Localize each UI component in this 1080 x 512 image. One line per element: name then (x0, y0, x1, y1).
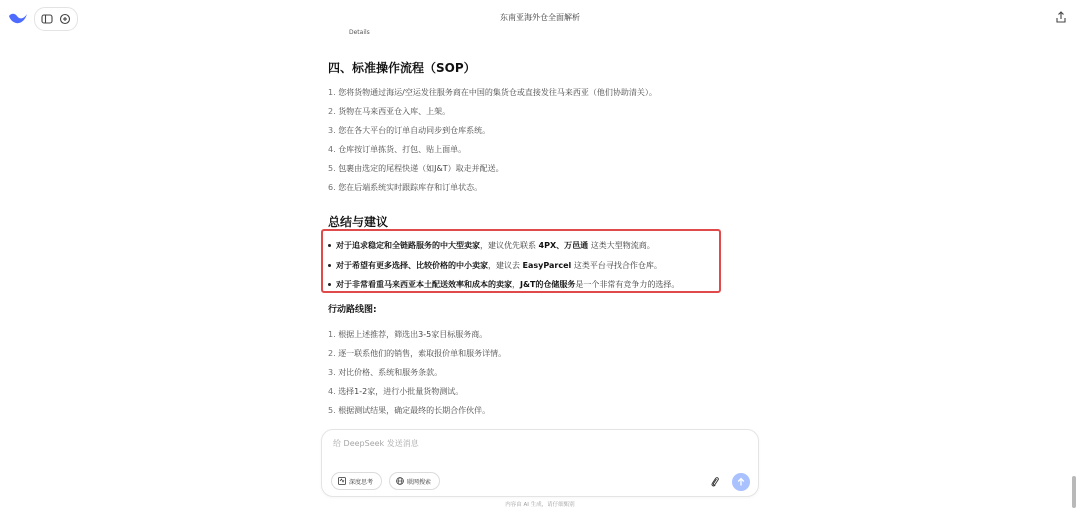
message-composer[interactable] (321, 429, 759, 497)
top-bar (0, 0, 1080, 36)
sop-item: 2. 货物在马来西亚仓入库、上架。 (328, 107, 451, 116)
summary-heading: 总结与建议 (328, 215, 389, 229)
summary-bullet: 对于追求稳定和全链路服务的中大型卖家，建议优先联系 4PX、万邑通 这类大型物流商。 (328, 240, 655, 251)
web-search-button[interactable] (389, 472, 440, 490)
summary-bullet: 对于希望有更多选择、比较价格的中小卖家，建议去 EasyParcel 这类平台寻找合作仓库。 (328, 260, 662, 271)
roadmap-item: 5. 根据测试结果，确定最终的长期合作伙伴。 (328, 406, 491, 415)
summary-bullet: 对于非常看重马来西亚本土配送效率和成本的卖家，J&T的仓储服务是一个非常有竞争力的选择。 (328, 279, 679, 290)
roadmap-item: 3. 对比价格、系统和服务条款。 (328, 368, 443, 377)
message-input[interactable]: 给 DeepSeek 发送消息 (333, 439, 419, 448)
sop-item: 1. 您将货物通过海运/空运发往服务商在中国的集货仓或直接发往马来西亚（他们协助清关）。 (328, 88, 657, 97)
arrow-up-icon (736, 477, 746, 487)
deep-think-button[interactable] (331, 472, 382, 490)
sop-item: 3. 您在各大平台的订单自动同步到仓库系统。 (328, 126, 491, 135)
bullet-dot (328, 264, 331, 267)
deep-think-icon (338, 477, 346, 485)
chat-title: 东南亚海外仓全面解析 (500, 13, 580, 22)
bullet-dot (328, 283, 331, 286)
send-button[interactable] (732, 473, 750, 491)
cut-off-text: Details (349, 29, 370, 36)
roadmap-item: 1. 根据上述推荐，筛选出3-5家目标服务商。 (328, 330, 488, 339)
disclaimer: 内容由 AI 生成，请仔细甄别 (505, 502, 575, 508)
sop-item: 5. 包裹由选定的尾程快递（如J&T）取走并配送。 (328, 164, 504, 173)
deep-think-label: 深度思考 (349, 478, 374, 486)
scrollbar-thumb[interactable] (1072, 476, 1076, 508)
roadmap-item: 4. 选择1-2家，进行小批量货物测试。 (328, 387, 464, 396)
sop-item: 6. 您在后端系统实时跟踪库存和订单状态。 (328, 183, 483, 192)
roadmap-heading: 行动路线图: (328, 305, 377, 315)
globe-icon (396, 477, 404, 485)
bullet-dot (328, 244, 331, 247)
sop-heading: 四、标准操作流程（SOP） (328, 61, 476, 75)
paperclip-icon[interactable] (710, 476, 720, 488)
sop-item: 4. 仓库按订单拣货、打包、贴上面单。 (328, 145, 467, 154)
share-icon[interactable] (1054, 10, 1068, 24)
roadmap-item: 2. 逐一联系他们的销售，索取报价单和服务详情。 (328, 349, 507, 358)
web-search-label: 联网搜索 (407, 478, 432, 486)
